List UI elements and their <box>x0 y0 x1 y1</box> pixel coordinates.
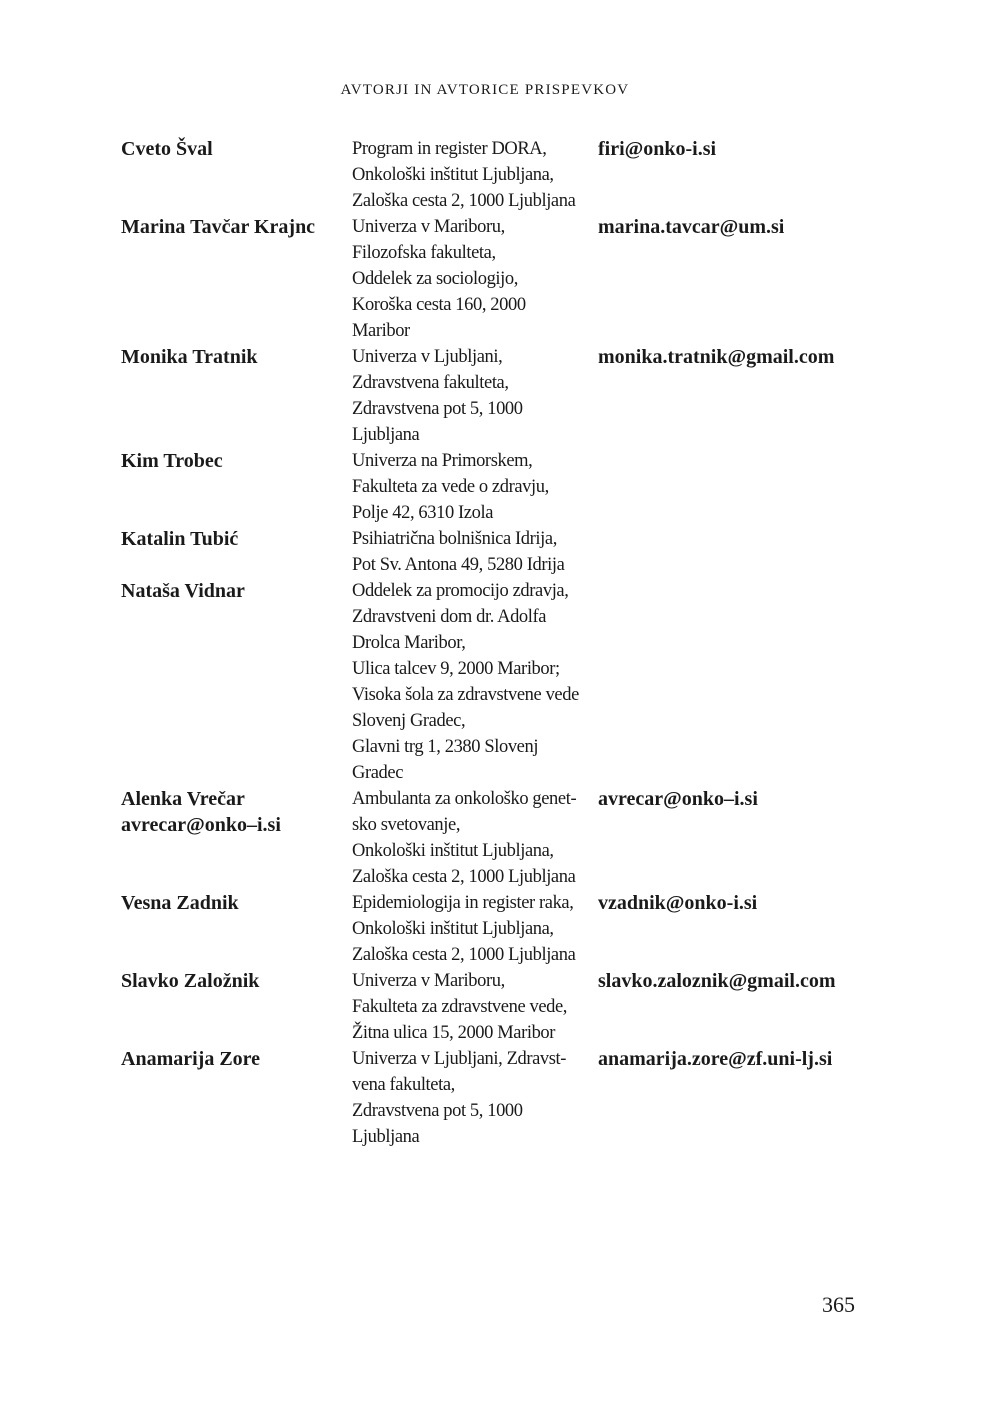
affiliation-line: Fakulteta za zdravstvene vede, <box>352 997 568 1017</box>
affiliation-line: Univerza v Mariboru, <box>352 217 505 237</box>
author-entry <box>121 214 861 344</box>
author-entry <box>121 968 861 1046</box>
author-affiliation <box>352 578 598 786</box>
author-name-line: Anamarija Zore <box>121 1048 261 1070</box>
affiliation-line: Ambulanta za onkološko genet- <box>352 789 577 809</box>
author-entry <box>121 136 861 214</box>
affiliation-line: Univerza v Ljubljani, Zdravst- <box>352 1049 567 1069</box>
author-name-line: Kim Trobec <box>121 450 223 472</box>
author-entry <box>121 890 861 968</box>
author-email: slavko.zaloznik@gmail.com <box>598 970 836 992</box>
author-name-line: avrecar@onko–i.si <box>121 814 281 836</box>
author-affiliation <box>352 448 598 526</box>
affiliation-line: Pot Sv. Antona 49, 5280 Idrija <box>352 555 565 575</box>
affiliation-line: Polje 42, 6310 Izola <box>352 503 494 523</box>
author-list <box>121 136 861 1150</box>
affiliation-line: Glavni trg 1, 2380 Slovenj <box>352 737 539 757</box>
page-number: 365 <box>822 1292 855 1317</box>
affiliation-line: Univerza na Primorskem, <box>352 451 533 471</box>
affiliation-line: Filozofska fakulteta, <box>352 243 496 263</box>
affiliation-line: Gradec <box>352 763 404 783</box>
affiliation-line: Zdravstvena pot 5, 1000 <box>352 1101 523 1121</box>
affiliation-line: Univerza v Mariboru, <box>352 971 505 991</box>
author-entry <box>121 578 861 786</box>
affiliation-line: Univerza v Ljubljani, <box>352 347 503 367</box>
author-email: firi@onko-i.si <box>598 138 717 160</box>
author-name <box>121 890 352 916</box>
author-affiliation <box>352 344 598 448</box>
affiliation-line: Zaloška cesta 2, 1000 Ljubljana <box>352 191 576 211</box>
author-email: vzadnik@onko-i.si <box>598 892 758 914</box>
author-affiliation <box>352 526 598 578</box>
affiliation-line: Onkološki inštitut Ljubljana, <box>352 841 554 861</box>
author-affiliation <box>352 786 598 890</box>
author-entry <box>121 526 861 578</box>
affiliation-line: sko svetovanje, <box>352 815 461 835</box>
author-entry <box>121 1046 861 1150</box>
author-entry <box>121 448 861 526</box>
author-name-line: Marina Tavčar Krajnc <box>121 216 316 238</box>
author-entry <box>121 786 861 890</box>
author-affiliation <box>352 890 598 968</box>
affiliation-line: Maribor <box>352 321 410 341</box>
author-email: anamarija.zore@zf.uni-lj.si <box>598 1048 833 1070</box>
author-name <box>121 344 352 370</box>
author-email: marina.tavcar@um.si <box>598 216 785 238</box>
author-name-line: Katalin Tubić <box>121 528 239 550</box>
author-name-line: Vesna Zadnik <box>121 892 239 914</box>
affiliation-line: Koroška cesta 160, 2000 <box>352 295 526 315</box>
affiliation-line: Fakulteta za vede o zdravju, <box>352 477 549 497</box>
author-entry <box>121 344 861 448</box>
affiliation-line: Zdravstvena pot 5, 1000 <box>352 399 523 419</box>
affiliation-line: Zaloška cesta 2, 1000 Ljubljana <box>352 945 576 965</box>
affiliation-line: Visoka šola za zdravstvene vede <box>352 685 579 705</box>
affiliation-line: Ljubljana <box>352 425 420 445</box>
author-name-line: Cveto Šval <box>121 138 213 160</box>
author-name <box>121 578 352 604</box>
affiliation-line: Slovenj Gradec, <box>352 711 466 731</box>
affiliation-line: Drolca Maribor, <box>352 633 466 653</box>
author-name <box>121 448 352 474</box>
author-name-line: Monika Tratnik <box>121 346 258 368</box>
affiliation-line: Ulica talcev 9, 2000 Maribor; <box>352 659 560 679</box>
affiliation-line: Onkološki inštitut Ljubljana, <box>352 919 554 939</box>
running-head: AVTORJI IN AVTORICE PRISPEVKOV <box>340 82 630 98</box>
author-name <box>121 786 352 838</box>
author-name <box>121 526 352 552</box>
affiliation-line: Zdravstvena fakulteta, <box>352 373 509 393</box>
affiliation-line: Žitna ulica 15, 2000 Maribor <box>352 1023 556 1043</box>
author-name <box>121 968 352 994</box>
affiliation-line: Program in register DORA, <box>352 139 547 159</box>
affiliation-line: vena fakulteta, <box>352 1075 455 1095</box>
affiliation-line: Oddelek za sociologijo, <box>352 269 518 289</box>
author-name <box>121 214 352 240</box>
affiliation-line: Zdravstveni dom dr. Adolfa <box>352 607 547 627</box>
affiliation-line: Oddelek za promocijo zdravja, <box>352 581 569 601</box>
affiliation-line: Ljubljana <box>352 1127 420 1147</box>
author-name-line: Alenka Vrečar <box>121 788 245 810</box>
affiliation-line: Psihiatrična bolnišnica Idrija, <box>352 529 557 549</box>
affiliation-line: Onkološki inštitut Ljubljana, <box>352 165 554 185</box>
affiliation-line: Zaloška cesta 2, 1000 Ljubljana <box>352 867 576 887</box>
author-affiliation <box>352 968 598 1046</box>
author-name-line: Slavko Založnik <box>121 970 260 992</box>
author-email: avrecar@onko–i.si <box>598 788 758 810</box>
affiliation-line: Epidemiologija in register raka, <box>352 893 574 913</box>
author-name <box>121 136 352 162</box>
author-affiliation <box>352 214 598 344</box>
author-affiliation <box>352 1046 598 1150</box>
author-affiliation <box>352 136 598 214</box>
author-name-line: Nataša Vidnar <box>121 580 245 602</box>
author-email: monika.tratnik@gmail.com <box>598 346 835 368</box>
author-name <box>121 1046 352 1072</box>
